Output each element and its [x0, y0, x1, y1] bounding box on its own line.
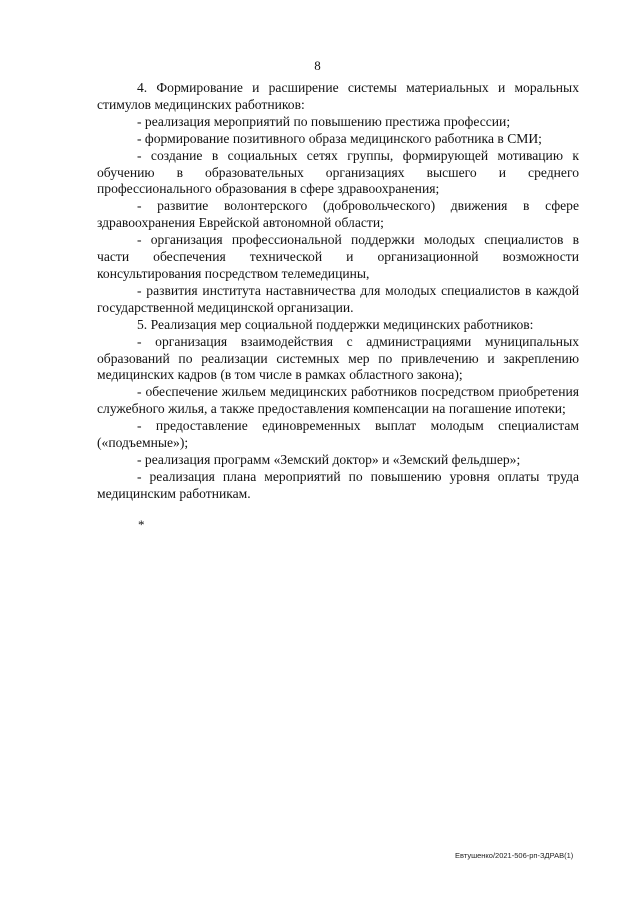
document-registration-code: Евтушенко/2021-506-рп-ЗДРАВ(1) — [455, 851, 574, 860]
list-item: - организация профессиональной поддержки молодых специалистов в части обеспечения технической и организационной возможности консультирования посредством телемедицины, — [97, 232, 579, 281]
list-item: - развития института наставничества для молодых специалистов в каждой государственной медицинской организации. — [97, 282, 579, 315]
list-item: - реализация мероприятий по повышению престижа профессии; — [137, 113, 511, 129]
list-item: - организация взаимодействия с администрациями муниципальных образований по реализации системных мер по привлечению и закреплению медицинских кадров (в том числе в рамках областного закона); — [97, 333, 579, 383]
list-item: - формирование позитивного образа медицинского работника в СМИ; — [137, 130, 542, 146]
list-item: - реализация программ «Земский доктор» и «Земский фельдшер»; — [137, 451, 521, 467]
list-item: - развитие волонтерского (добровольческого) движения в сфере здравоохранения Еврейской автономной области; — [97, 198, 579, 231]
list-item: - реализация плана мероприятий по повышению уровня оплаты труда медицинским работникам. — [97, 468, 579, 501]
list-item: - обеспечение жильем медицинских работников посредством приобретения служебного жилья, а также предоставления компенсации на погашение ипотеки; — [97, 384, 579, 417]
list-item: - создание в социальных сетях группы, формирующей мотивацию к обучению в образовательных организациях высшего и среднего профессионального образования в сфере здравоохранения; — [97, 147, 579, 197]
document-body — [97, 80, 579, 503]
section-5-heading: 5. Реализация мер социальной поддержки медицинских работников: — [137, 316, 534, 332]
page-number: 8 — [314, 58, 321, 73]
asterisk-mark: * — [138, 517, 145, 532]
section-4-heading: 4. Формирование и расширение системы материальных и моральных стимулов медицинских работников: — [97, 80, 579, 112]
list-item: - предоставление единовременных выплат молодым специалистам («подъемные»); — [97, 418, 579, 451]
